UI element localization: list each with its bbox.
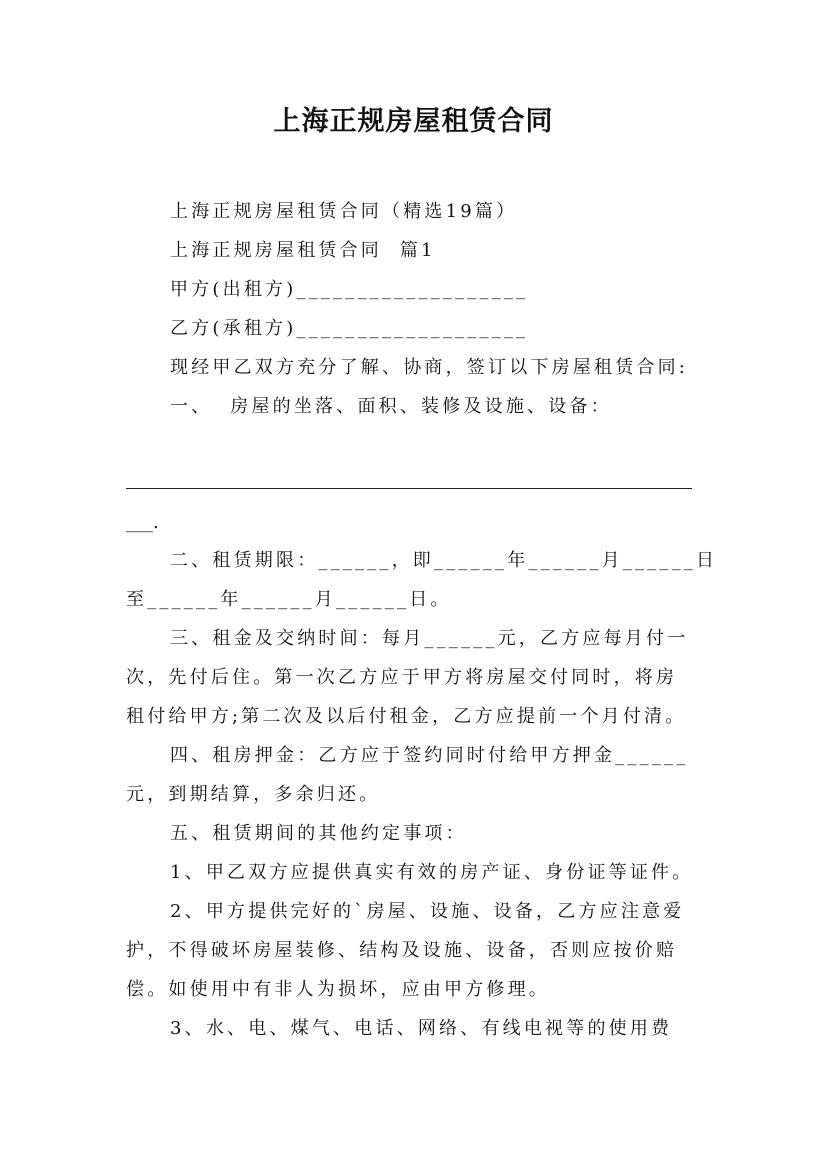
clause-2-line-1: 二、租赁期限：______，即______年______月______日	[170, 550, 718, 571]
blank-fill-line	[126, 488, 692, 489]
clause-4-line-2: 元，到期结算，多余归还。	[126, 784, 381, 805]
clause-5-item-2-line-1: 2、甲方提供完好的`房屋、设施、设备，乙方应注意爱	[170, 901, 685, 922]
clause-3-line-2: 次，先付后住。第一次乙方应于甲方将房屋交付同时，将房	[126, 667, 678, 688]
section-heading: 上海正规房屋租赁合同 篇1	[170, 240, 436, 261]
clause-3-line-1: 三、租金及交纳时间：每月______元，乙方应每月付一	[170, 628, 689, 649]
intro-paragraph: 现经甲乙双方充分了解、协商，签订以下房屋租赁合同:	[170, 357, 689, 378]
party-b-line: 乙方(承租方)___________________	[170, 318, 529, 339]
clause-5-item-2-line-2: 护，不得破坏房屋装修、结构及设施、设备，否则应按价赔	[126, 940, 678, 961]
clause-5-item-1: 1、甲乙双方应提供真实有效的房产证、身份证等证件。	[170, 862, 694, 883]
clause-1-heading: 一、 房屋的坐落、面积、装修及设施、设备：	[170, 396, 612, 417]
clause-5-item-3-line-1: 3、水、电、煤气、电话、网络、有线电视等的使用费	[170, 1018, 673, 1039]
clause-3-line-3: 租付给甲方;第二次及以后付租金，乙方应提前一个月付清。	[126, 706, 687, 727]
document-title: 上海正规房屋租赁合同	[273, 106, 554, 137]
party-a-line: 甲方(出租方)___________________	[170, 279, 529, 300]
clause-5-item-2-line-3: 偿。如使用中有非人为损坏，应由甲方修理。	[126, 979, 550, 1000]
blank-fill-tail: ___.	[126, 512, 159, 533]
clause-2-line-2: 至______年______月______日。	[126, 589, 452, 610]
subtitle-line: 上海正规房屋租赁合同（精选19篇）	[170, 201, 518, 222]
clause-4-line-1: 四、租房押金：乙方应于签约同时付给甲方押金______	[170, 745, 689, 766]
clause-5-heading: 五、租赁期间的其他约定事项：	[170, 823, 467, 844]
